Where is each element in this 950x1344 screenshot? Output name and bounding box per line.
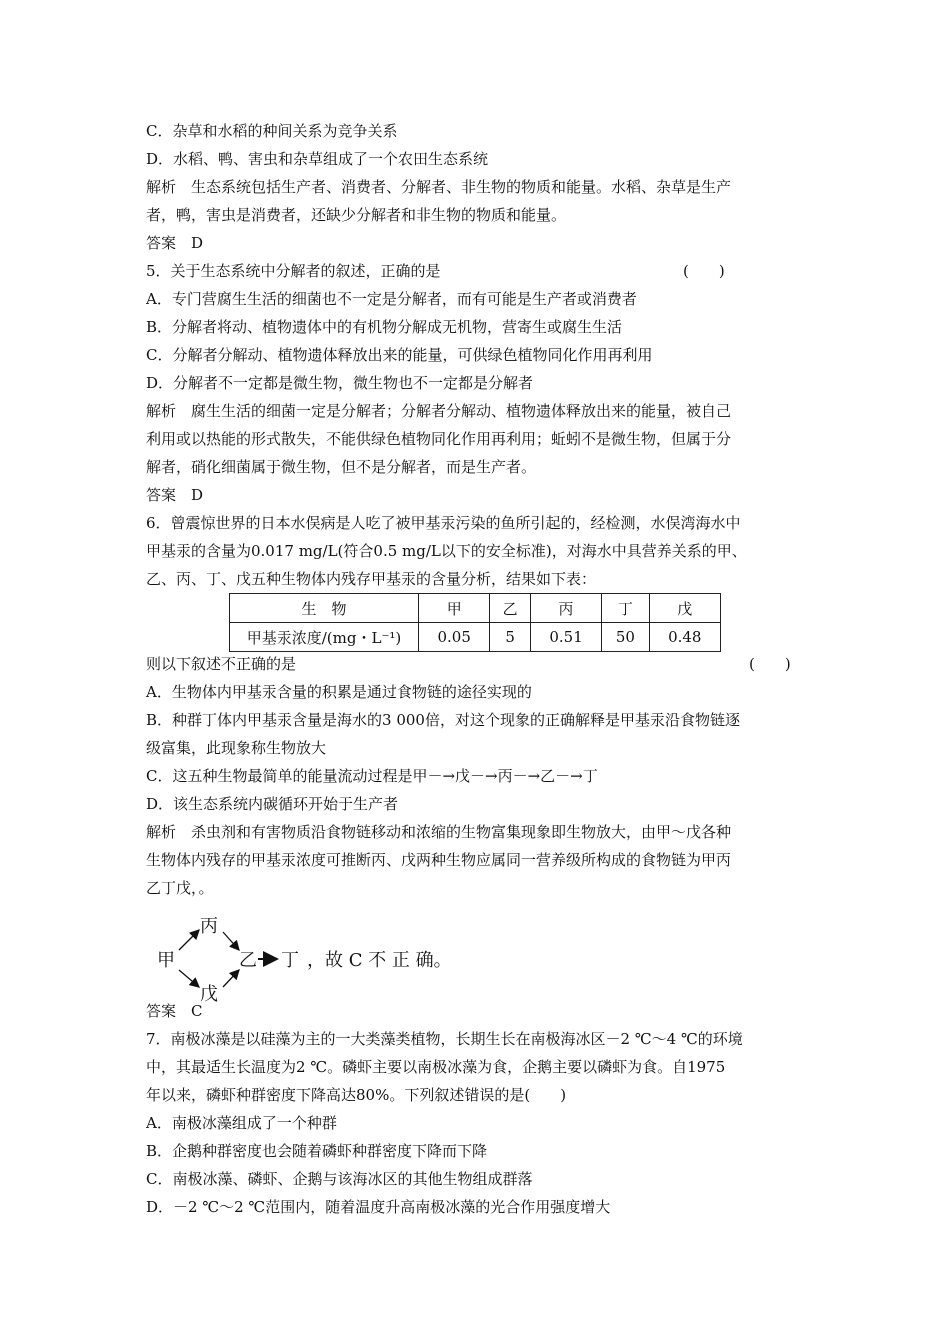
mercury-table	[229, 593, 721, 652]
q6-stem-line-1: 6．曾震惊世界的日本水俣病是人吃了被甲基汞污染的鱼所引起的，经检测，水俣湾海水中	[146, 514, 741, 532]
q6-option-b-line-1: B．种群丁体内甲基汞含量是海水的3 000倍，对这个现象的正确解释是甲基汞沿食物链逐	[146, 711, 740, 729]
arrow-wu-to-yi	[223, 970, 239, 987]
q5-answer-paren: ( )	[683, 262, 725, 280]
arrow-bing-to-yi	[223, 932, 239, 950]
table-header-cell: 甲	[419, 594, 490, 623]
chain-node-yi: 乙	[239, 950, 257, 971]
q6-option-d: D．该生态系统内碳循环开始于生产者	[146, 795, 399, 813]
q6-answer: 答案 C	[146, 1002, 203, 1020]
q6-analysis-line-2: 生物体内残存的甲基汞浓度可推断丙、戊两种生物应属同一营养级所构成的食物链为甲丙	[146, 851, 732, 869]
table-header-cell: 戊	[649, 594, 720, 623]
table-cell: 5	[490, 623, 530, 652]
q4-analysis-line-2: 者，鸭，害虫是消费者，还缺少分解者和非生物的物质和能量。	[146, 206, 567, 224]
food-chain-diagram	[155, 912, 455, 1005]
table-header-row	[230, 594, 721, 623]
table-header-cell: 丙	[530, 594, 601, 623]
chain-node-wu: 戊	[200, 984, 218, 1005]
q6-analysis-line-3: 乙丁戊，。	[146, 879, 214, 897]
q4-analysis-line-1: 解析 生态系统包括生产者、消费者、分解者、非生物的物质和能量。水稻、杂草是生产	[146, 178, 732, 196]
q6-stem-line-2: 甲基汞的含量为0.017 mg/L(符合0.5 mg/L以下的安全标准)，对海水中具营养关系的甲、	[146, 542, 747, 560]
table-header-cell: 乙	[490, 594, 530, 623]
q5-stem: 5．关于生态系统中分解者的叙述，正确的是	[146, 262, 441, 280]
q6-option-c: C．这五种生物最简单的能量流动过程是甲－→戊－→丙－→乙－→丁	[146, 767, 598, 785]
q6-option-b-line-2: 级富集，此现象称生物放大	[146, 739, 327, 757]
chain-conclusion: ，故 C 不 正 确。	[307, 950, 452, 971]
q5-option-d: D．分解者不一定都是微生物，微生物也不一定都是分解者	[146, 374, 534, 392]
table-cell: 0.51	[530, 623, 601, 652]
q7-stem-line-3: 年以来，磷虾种群密度下降高达80%。下列叙述错误的是( )	[146, 1086, 567, 1104]
table-cell: 50	[602, 623, 649, 652]
q5-option-a: A．专门营腐生生活的细菌也不一定是分解者，而有可能是生产者或消费者	[146, 290, 637, 308]
q5-analysis-line-3: 解者，硝化细菌属于微生物，但不是分解者，而是生产者。	[146, 458, 537, 476]
table-header-cell: 生 物	[230, 594, 419, 623]
arrow-jia-to-bing	[179, 930, 199, 950]
table-row	[230, 623, 721, 652]
chain-node-ding: 丁	[281, 950, 299, 971]
q7-option-b: B．企鹅种群密度也会随着磷虾种群密度下降而下降	[146, 1142, 488, 1160]
table-cell: 甲基汞浓度/(mg・L⁻¹)	[230, 623, 419, 652]
q6-stem-line-4: 则以下叙述不正确的是	[146, 655, 297, 673]
q5-analysis-line-1: 解析 腐生生活的细菌一定是分解者；分解者分解动、植物遗体释放出来的能量，被自己	[146, 402, 732, 420]
chain-node-jia: 甲	[157, 950, 175, 971]
q7-stem-line-2: 中，其最适生长温度为2 ℃。磷虾主要以南极冰藻为食，企鹅主要以磷虾为食。自1975	[146, 1058, 726, 1076]
q4-answer: 答案 D	[146, 234, 204, 252]
q5-option-c: C．分解者分解动、植物遗体释放出来的能量，可供绿色植物同化作用再利用	[146, 346, 653, 364]
arrow-jia-to-wu	[179, 970, 199, 987]
table-cell: 0.05	[419, 623, 490, 652]
q7-option-d: D．－2 ℃～2 ℃范围内，随着温度升高南极冰藻的光合作用强度增大	[146, 1198, 611, 1216]
table-header-cell: 丁	[602, 594, 649, 623]
q4-option-d: D．水稻、鸭、害虫和杂草组成了一个农田生态系统	[146, 150, 489, 168]
q6-option-a: A．生物体内甲基汞含量的积累是通过食物链的途径实现的	[146, 683, 532, 701]
q7-option-c: C．南极冰藻、磷虾、企鹅与该海冰区的其他生物组成群落	[146, 1170, 533, 1188]
q7-option-a: A．南极冰藻组成了一个种群	[146, 1114, 337, 1132]
chain-node-bing: 丙	[200, 916, 218, 937]
q5-option-b: B．分解者将动、植物遗体中的有机物分解成无机物，营寄生或腐生生活	[146, 318, 623, 336]
q4-option-c: C．杂草和水稻的种间关系为竞争关系	[146, 122, 398, 140]
q6-stem-line-3: 乙、丙、丁、戊五种生物体内残存甲基汞的含量分析，结果如下表：	[146, 570, 597, 588]
q6-answer-paren: ( )	[749, 655, 791, 673]
q5-analysis-line-2: 利用或以热能的形式散失，不能供绿色植物同化作用再利用；蚯蚓不是微生物，但属于分	[146, 430, 732, 448]
q7-stem-line-1: 7．南极冰藻是以硅藻为主的一大类藻类植物，长期生长在南极海冰区－2 ℃～4 ℃的环境	[146, 1030, 743, 1048]
table-cell: 0.48	[649, 623, 720, 652]
q5-answer: 答案 D	[146, 486, 204, 504]
q6-analysis-line-1: 解析 杀虫剂和有害物质沿食物链移动和浓缩的生物富集现象即生物放大，由甲～戊各种	[146, 823, 732, 841]
